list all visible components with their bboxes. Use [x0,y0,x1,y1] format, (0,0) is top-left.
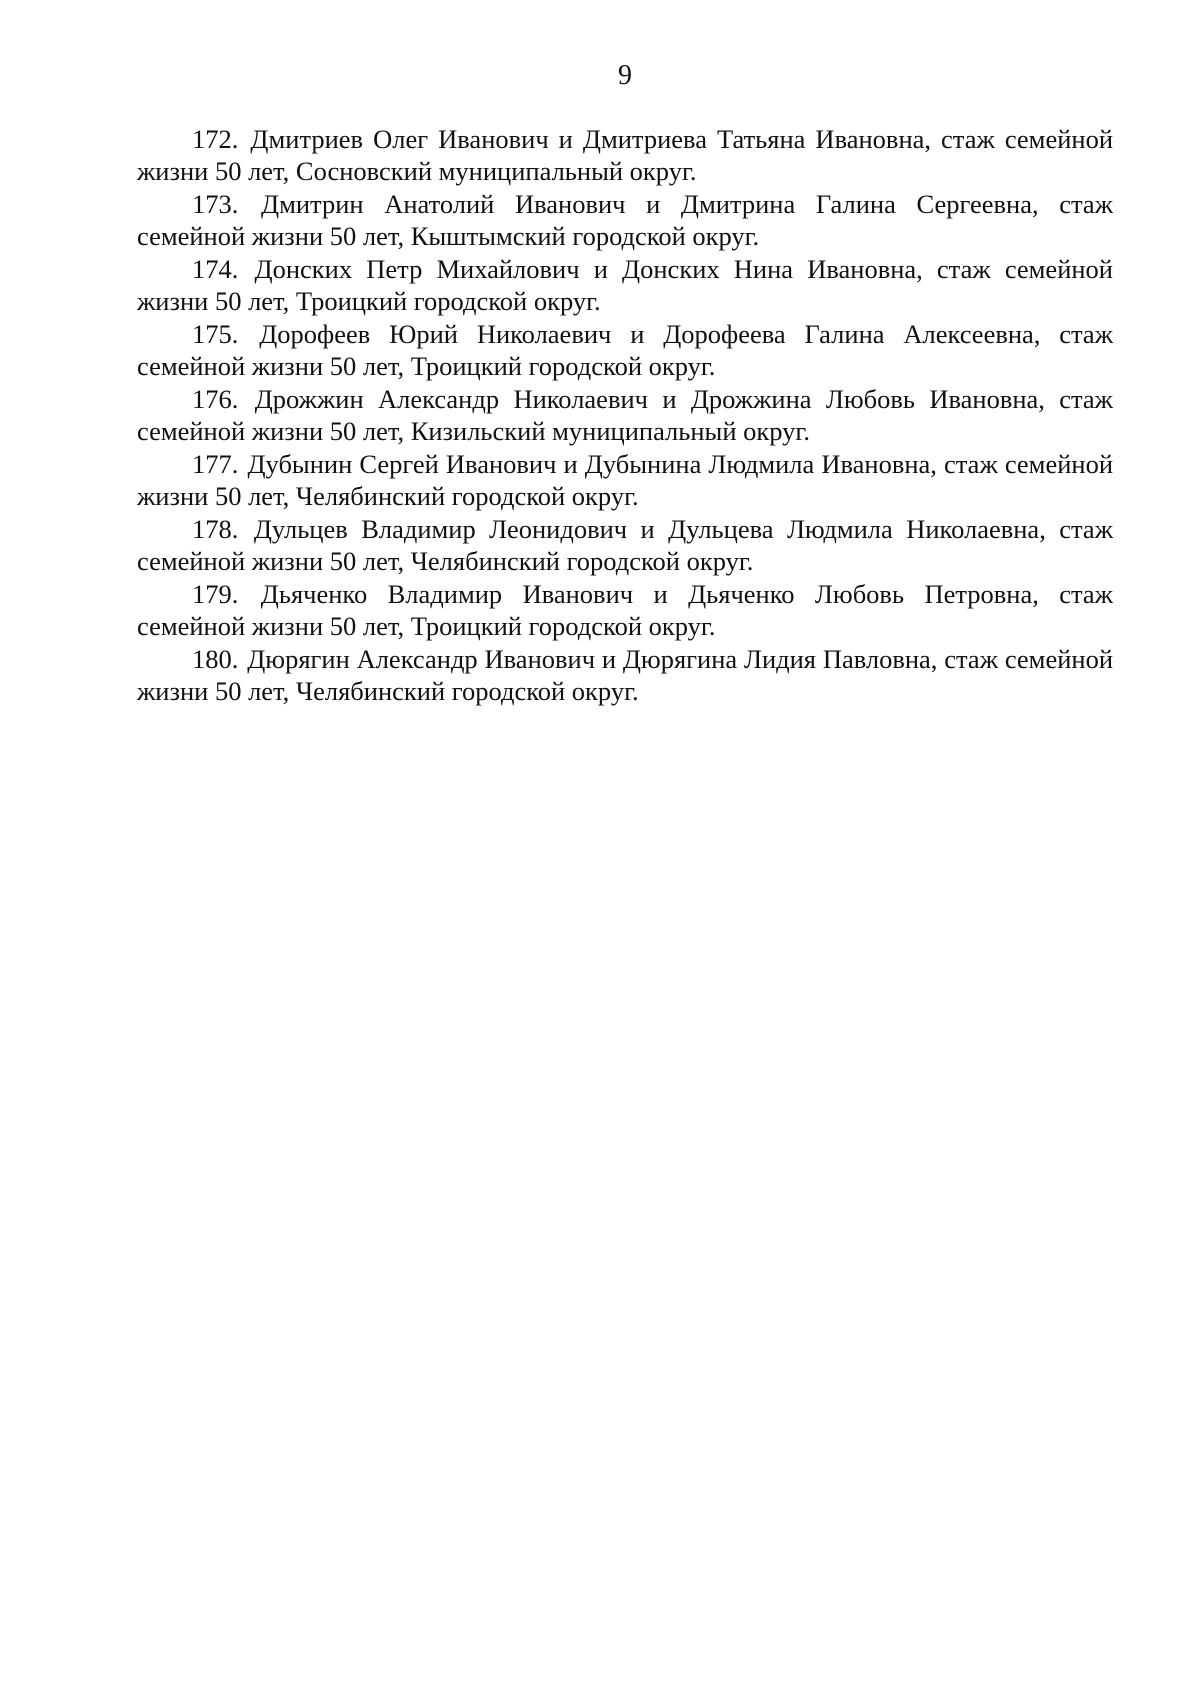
item-text: Донских Петр Михайлович и Донских Нина Ивановна, стаж семейной жизни 50 лет, Троицкий городской округ. [137,254,1113,316]
award-list [137,123,1113,708]
item-number: 180. [192,644,239,674]
item-number: 176. [192,384,239,414]
item-text: Дрожжин Александр Николаевич и Дрожжина Любовь Ивановна, стаж семейной жизни 50 лет, Кизильский муниципальный округ. [137,384,1113,446]
item-text: Дюрягин Александр Иванович и Дюрягина Лидия Павловна, стаж семейной жизни 50 лет, Челябинский городской округ. [137,644,1114,706]
item-number: 177. [192,449,239,479]
list-item [137,643,1113,707]
item-text: Дьяченко Владимир Иванович и Дьяченко Любовь Петровна, стаж семейной жизни 50 лет, Троицкий городской округ. [137,579,1113,641]
item-text: Дульцев Владимир Леонидович и Дульцева Людмила Николаевна, стаж семейной жизни 50 лет, Челябинский городской округ. [137,514,1114,576]
list-item [137,448,1113,512]
item-number: 174. [192,254,239,284]
list-item [137,513,1113,577]
item-number: 175. [192,319,239,349]
item-text: Дорофеев Юрий Николаевич и Дорофеева Галина Алексеевна, стаж семейной жизни 50 лет, Троицкий городской округ. [137,319,1113,381]
list-item [137,318,1113,382]
list-item [137,253,1113,317]
list-item [137,188,1113,252]
item-text: Дмитрин Анатолий Иванович и Дмитрина Галина Сергеевна, стаж семейной жизни 50 лет, Кыштымский городской округ. [137,189,1114,251]
item-text: Дмитриев Олег Иванович и Дмитриева Татьяна Ивановна, стаж семейной жизни 50 лет, Сосновский муниципальный округ. [137,124,1113,186]
list-item [137,578,1113,642]
item-number: 179. [192,579,239,609]
item-number: 172. [192,124,239,154]
page-number: 9 [618,60,632,91]
item-number: 173. [192,189,239,219]
item-text: Дубынин Сергей Иванович и Дубынина Людмила Ивановна, стаж семейной жизни 50 лет, Челябинский городской округ. [137,449,1114,511]
list-item [137,383,1113,447]
list-item [137,123,1113,187]
item-number: 178. [192,514,239,544]
